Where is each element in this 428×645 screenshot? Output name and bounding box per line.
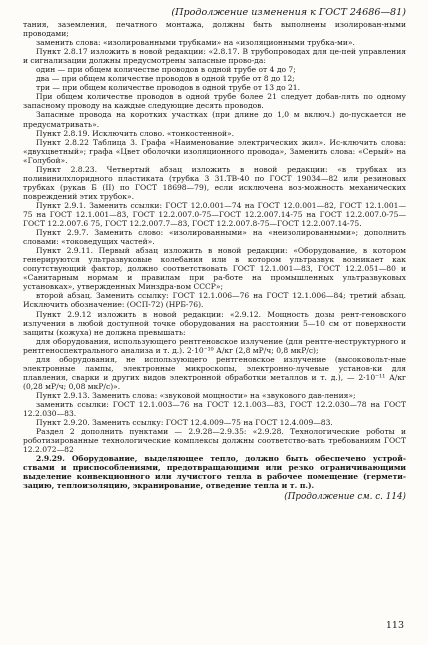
paragraph: для оборудования, не использующего рентгеновское излучение (высоковольт-ные электронные лампы, электронные микроскопы, электронно-лучевые установ-ки для плавления, сварки и других видов электронной обработки металлов и т. д.), — 2·10⁻¹¹ А/кг (0,28 мР/ч; 0,08 мкР/с)». — [23, 354, 406, 391]
paragraph: заменить слова: «изолированными трубками» на «изоляционными трубка-ми». — [36, 38, 355, 48]
paragraph: При общем количестве проводов в одной трубе более 21 следует добав-лять по одному запасному проводу на каждые следующие десять проводов. — [23, 92, 406, 111]
paragraph: для оборудования, использующего рентгеновское излучение (для рентге-неструктурного и рентгеноспектрального анализа и т. д.). 2·10⁻¹⁰ А/кг (2,8 мР/ч; 0,8 мкР/с); — [23, 336, 406, 355]
paragraph: один — при общем количестве проводов в одной трубе от 4 до 7; — [36, 65, 296, 75]
paragraph: тания, заземления, печатного монтажа, должны быть выполнены изолирован-ными проводами; — [23, 20, 406, 39]
paragraph: 2.9.29. Оборудование, выделяющее тепло, должно быть обеспечено устрой-ствами и приспособлениями, предотвращающими или резко ограничивающими выделение конвекционного или лучистого тепла в рабочее помещение (гермети-зацию, теплоизоляцию, экранирование, отведение тепла и т. п.). — [23, 454, 406, 491]
paragraph: Пункт 2.8.23. Четвертый абзац изложить в новой редакции: «в трубках из поливинилхлоридного пластиката (трубка 3 31.ТВ-40 по ГОСТ 19034—82 или резиновых трубках (рукав Б (II) по ГОСТ 18698—79), если исключена воз-можность механических повреждений этих трубок». — [23, 164, 406, 201]
paragraph: три — при общем количестве проводов в одной трубе от 13 до 21. — [36, 83, 301, 93]
page-header: (Продолжение изменения к ГОСТ 24686—81) — [171, 7, 406, 18]
paragraph: Пункт 2.9.1. Заменить ссылки: ГОСТ 12.0.001—74 на ГОСТ 12.0.001—82, ГОСТ 12.1.001—75 на ГОСТ 12.1.001—83, ГОСТ 12.2.007.0-75—ГОСТ 12.2.007.14-75 на ГОСТ 12.2.007.0-75—ГОСТ 12.2.007.6 75, ГОСТ 12.2.007.7—83, ГОСТ 12.2.007.8-75—ГОСТ 12.2.007.14-75. — [23, 200, 406, 229]
paragraph: Пункт 2.9.7. Заменить слово: «изолированными» на «неизолированными»; дополнить словами: «токоведущих частей». — [23, 228, 406, 247]
paragraph: Запасные провода на коротких участках (при длине до 1,0 м включ.) до-пускается не предусматривать». — [23, 110, 406, 129]
paragraph: два — при общем количестве проводов в одной трубе от 8 до 12; — [36, 74, 295, 84]
page-number: 113 — [385, 620, 404, 631]
document-body — [23, 20, 406, 490]
paragraph: Пункт 2.9.11. Первый абзац изложить в новой редакции: «Оборудование, в котором генерируются ультразвуковые колебания или в котором ультразвук возникает как сопутствующий фактор, должно соответствовать ГОСТ 12.1.001—83, ГОСТ 12.2.051—80 и «Санитарным нормам и правилам при ра-боте на промышленных ультразвуковых установках», утвержденных Минздра-вом СССР»; — [23, 246, 406, 292]
paragraph: Пункт 2.9.13. Заменить слова: «звуковой мощности» на «звукового дав-ления»; — [36, 390, 356, 400]
paragraph: Раздел 2 дополнить пунктами — 2.9.28—2.9.35: «2.9.28. Технологические роботы и роботизированные технологические комплексы должны соответство-вать требованиям ГОСТ 12.2.072—82 — [23, 427, 406, 455]
paragraph: Пункт 2.8.17 изложить в новой редакции: «2.8.17. В трубопроводах для це-пей управления и сигнализации должны предусмотрены запасные прово-да: — [23, 47, 406, 66]
paragraph: Пункт 2.9.12 изложить в новой редакции: «2.9.12. Мощность дозы рент-геновского излучения в любой доступной точке оборудования на расстоянии 5—10 см от поверхности защиты (кожуха) не должна превышать: — [23, 309, 406, 337]
paragraph: Пункт 2.8.19. Исключить слово. «тонкостенной». — [36, 128, 235, 138]
paragraph: Пункт 2.9.20. Заменить ссылку: ГОСТ 12.4.009—75 на ГОСТ 12.4.009—83. — [36, 418, 333, 428]
paragraph: заменить ссылки: ГОСТ 12.1.003—76 на ГОСТ 12.1.003—83, ГОСТ 12.2.030—78 на ГОСТ 12.2.030—83. — [23, 399, 406, 419]
paragraph: второй абзац. Заменить ссылку: ГОСТ 12.1.006—76 на ГОСТ 12.1.006—84; третий абзац. Исключить обозначение: (ОСП-72) (НРБ-76). — [23, 291, 406, 310]
continuation-note: (Продолжение см. с. 114) — [284, 492, 406, 503]
paragraph: Пункт 2.8.22 Таблица 3. Графа «Наименование электрических жил». Ис-ключить слова: «двухцветный»; графа «Цвет оболочки изоляционного провода», Заменить слова: «Серый» на «Голубой». — [23, 137, 406, 165]
